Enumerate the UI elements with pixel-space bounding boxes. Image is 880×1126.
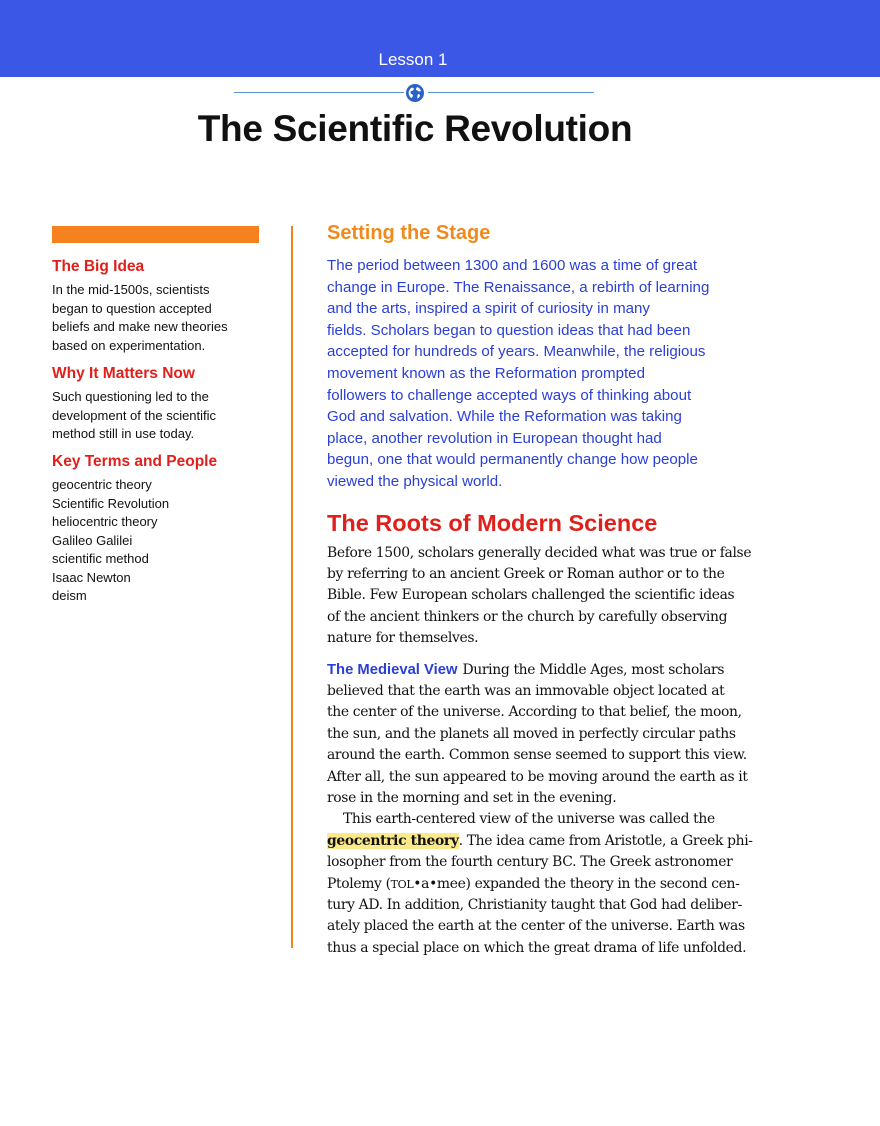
- why-it-matters-heading: Why It Matters Now: [52, 364, 195, 382]
- setting-stage-text: [327, 255, 737, 493]
- big-idea-heading: The Big Idea: [52, 258, 145, 275]
- key-term-item: heliocentric theory: [52, 514, 158, 530]
- text-line: movement known as the Reformation prompted: [327, 364, 645, 382]
- text-line: the sun, and the planets all moved in perfectly circular paths: [327, 725, 736, 742]
- sidebar-accent-bar: [52, 226, 259, 243]
- text-line: Bible. Few European scholars challenged the scientific ideas: [327, 587, 735, 604]
- big-idea-text: [52, 281, 272, 356]
- globe-icon: [405, 83, 425, 103]
- text-line: •a•mee) expanded the theory in the second cen-: [413, 875, 740, 892]
- medieval-view-paragraph: [327, 660, 777, 810]
- key-term-item: scientific method: [52, 551, 149, 567]
- title-rule-right: [428, 92, 594, 93]
- text-line: thus a special place on which the great drama of life unfolded.: [327, 939, 747, 956]
- roots-paragraph-1: [327, 543, 777, 650]
- text-line: After all, the sun appeared to be moving around the earth as it: [327, 768, 748, 785]
- text-line: This earth-centered view of the universe was called the: [343, 811, 715, 828]
- text-line: followers to challenge accepted ways of thinking about: [327, 386, 692, 404]
- text-line: tury AD. In addition, Christianity taught that God had deliber-: [327, 897, 742, 914]
- key-terms-heading: Key Terms and People: [52, 452, 218, 470]
- key-term-item: deism: [52, 588, 87, 604]
- text-line: ately placed the earth at the center of the universe. Earth was: [327, 918, 745, 935]
- text-line: God and salvation. While the Reformation was taking: [327, 408, 682, 426]
- key-term-item: Galileo Galilei: [52, 532, 133, 548]
- text-line: Before 1500, scholars generally decided what was true or false: [327, 544, 752, 561]
- text-line: based on experimentation.: [52, 338, 206, 354]
- roots-heading: The Roots of Modern Science: [327, 509, 658, 536]
- key-term-item: Isaac Newton: [52, 569, 131, 585]
- sidebar: [52, 258, 272, 606]
- text-line: nature for themselves.: [327, 630, 479, 647]
- page-title: The Scientific Revolution: [197, 108, 633, 149]
- text-line: around the earth. Common sense seemed to support this view.: [327, 747, 747, 764]
- text-line: development of the scientific: [52, 407, 217, 423]
- why-it-matters-text: [52, 388, 272, 444]
- title-rule-left: [234, 92, 404, 93]
- text-line: began to question accepted: [52, 300, 212, 316]
- pronunciation-stress: TOL: [390, 877, 414, 891]
- text-line: by referring to an ancient Greek or Roman author or to the: [327, 565, 725, 582]
- medieval-view-heading: The Medieval View: [327, 661, 458, 678]
- key-terms-list: [52, 476, 272, 606]
- text-line: change in Europe. The Renaissance, a rebirth of learning: [327, 278, 710, 296]
- text-line: losopher from the fourth century BC. The Greek astronomer: [327, 854, 733, 871]
- text-line: In the mid-1500s, scientists: [52, 282, 210, 297]
- text-line: place, another revolution in European thought had: [327, 429, 662, 447]
- text-line: method still in use today.: [52, 426, 195, 442]
- text-line: Ptolemy (: [327, 875, 391, 892]
- column-divider: [291, 226, 293, 948]
- lesson-label: Lesson 1: [378, 50, 448, 69]
- text-line: fields. Scholars began to question ideas that had been: [327, 321, 691, 339]
- key-term-item: Scientific Revolution: [52, 495, 170, 511]
- text-line: Such questioning led to the: [52, 388, 209, 404]
- main-column: [327, 222, 777, 959]
- key-term-item: geocentric theory: [52, 476, 152, 492]
- text-line: rose in the morning and set in the evening.: [327, 790, 617, 806]
- text-line: of the ancient thinkers or the church by carefully observing: [327, 608, 728, 625]
- text-line: During the Middle Ages, most scholars: [462, 661, 725, 678]
- text-line: believed that the earth was an immovable object located at: [327, 682, 725, 699]
- text-line: and the arts, inspired a spirit of curiosity in many: [327, 300, 650, 318]
- key-term-highlight: geocentric theory: [327, 832, 459, 849]
- text-line: . The idea came from Aristotle, a Greek phi-: [458, 832, 753, 849]
- text-line: viewed the physical world.: [327, 472, 503, 490]
- text-line: The period between 1300 and 1600 was a time of great: [327, 257, 698, 274]
- text-line: accepted for hundreds of years. Meanwhile, the religious: [327, 343, 706, 361]
- setting-stage-heading: Setting the Stage: [327, 222, 491, 244]
- text-line: begun, one that would permanently change how people: [327, 451, 698, 469]
- text-line: beliefs and make new theories: [52, 319, 228, 335]
- text-line: the center of the universe. According to that belief, the moon,: [327, 704, 742, 721]
- geocentric-paragraph: [327, 809, 777, 959]
